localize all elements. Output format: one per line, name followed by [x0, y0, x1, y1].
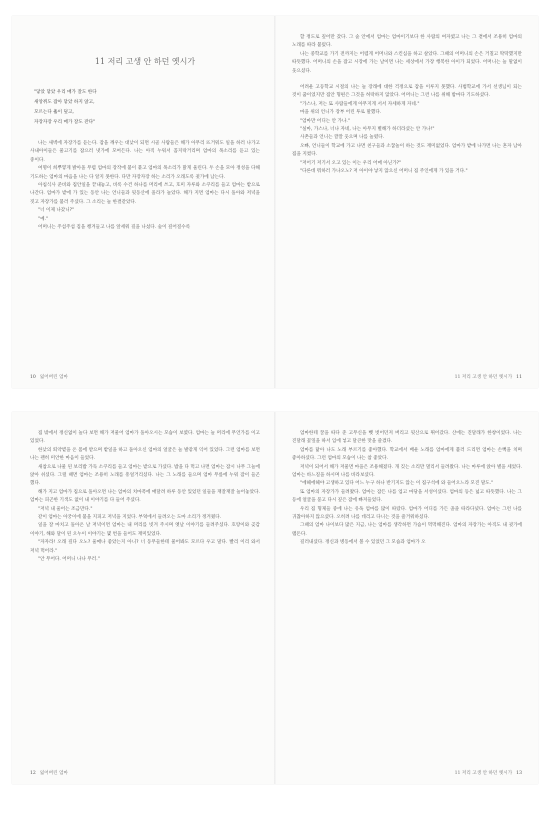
body-paragraph: 일을 잘 마치고 돌아온 날 저녁이면 엄마는 내 머리를 빗겨 주시며 옛날 이야기를 들려주셨다. 호랑이와 곶감 이야기, 해와 달이 된 오누이 이야기는 몇 번을 들어도 재미있었다. [30, 523, 260, 537]
dialogue-line: "자자라! 오래 깊다 오노? 울매나 좋았는지 아니? 너 동무들한테 물어봐도 모르다 우고 말다. 빨리 이리 와서 저녁 먹어라." [30, 540, 260, 554]
body-paragraph: 길러내셨다. 정신과 병동에서 볼 수 있었던 그 모습과 엄마가 오 [300, 540, 426, 546]
dialogue-line: "가스나, 저는 또 사람들에게 아무지게 서서 자세하게 자네." [300, 101, 420, 107]
page-body [30, 16, 260, 362]
body-paragraph: 해가 지고 엄마가 집으로 돌아오면 나는 엄마의 치마폭에 매달려 하루 동안 있었던 일들을 재잘재잘 늘어놓았다. 엄마는 피곤한 기색도 없이 내 이야기를 다 들어 주셨다. [30, 489, 260, 504]
page-number: 11 [516, 375, 522, 380]
poem-line: 모르는다 훌이 덮고, [34, 110, 74, 115]
page-body [292, 16, 522, 362]
body-paragraph: 또 엄마의 자장가가 들려왔다. 엄마는 잠든 나를 업고 마당을 서성이셨다. 엄마의 등은 넓고 따뜻했다. 나는 그 등에 얼굴을 묻고 다시 깊은 잠에 빠져들었다. [292, 489, 522, 504]
page-number: 10 [30, 375, 36, 380]
page-folio [30, 770, 68, 776]
body-paragraph: 어머니는 주섬주섬 짐을 챙겨들고 나를 앞세워 길을 나섰다. 숲이 깊어질수록 [38, 225, 191, 231]
running-title: 11 저리 고생 안 하던 옛시가 [454, 771, 513, 776]
dialogue-line: "예." [38, 216, 49, 222]
book-spine [274, 412, 276, 784]
page-10 [30, 16, 260, 388]
book-spread-top [12, 16, 538, 388]
book-spine [274, 16, 276, 388]
dialogue-line: "실마, 가스나, 너나 자네, 나는 아무지 별해가 하더라셨는 안 가나!" [300, 127, 435, 133]
chapter-title: 11 저리 고생 안 하던 옛시가 [94, 57, 196, 66]
page-text [292, 34, 522, 177]
body-paragraph: 마을 위의 언니가 장부 어린 투로 말했다. [300, 110, 382, 116]
body-paragraph: 나는 중학교를 가기 전까지는 어렵게 어머니와 스킨십을 하고 살았다. 그때의 어머니의 손은 거칠고 딱딱했지만 따뜻했다. 어머니의 손을 잡고 시장에 가는 날이면 나는 세상에서 가장 행복한 아이가 되었다. 어머니는 늘 말없이 웃으셨다. [292, 51, 522, 74]
page-12 [30, 412, 260, 784]
body-paragraph: 집 밖에서 정신없이 놀다 보면 해가 저물어 엄마가 돌아오시는 모습이 보였다. 엄마는 늘 머리에 무언가를 이고 있었다. [30, 431, 260, 445]
body-paragraph: 그때의 엄마 나이보다 많은 지금, 나는 엄마를 생각하면 가슴이 먹먹해진다. 엄마의 자장가는 아직도 내 귓가에 맴돈다. [292, 523, 522, 537]
page-11 [292, 16, 522, 388]
body-paragraph: 어려운 고등학교 시절의 나는 늘 장래에 대한 걱정으로 잠을 이루지 못했다. 사범학교에 가서 선생님이 되는 것이 꿈이었지만 집안 형편은 그것을 허락하지 않았다. 어머니는 그런 나를 위해 밤마다 기도하셨다. [292, 85, 522, 99]
lullaby-poem [34, 89, 260, 126]
page-text [30, 140, 260, 232]
page-folio [455, 770, 522, 776]
page-text [292, 430, 522, 548]
dialogue-line: "너 이제 나갔니?" [38, 208, 75, 214]
page-text [30, 430, 260, 565]
body-paragraph: 여명이 희뿌옇게 밝아올 무렵 엄마의 장작에 불이 붙고 엄마의 목소리가 맑게 울린다. 두 손을 모아 정성을 다해 기도하는 엄마의 마음을 나는 다 알지 못한다. 다만 자장자장 하는 소리가 오래도록 귓가에 남는다. [30, 166, 260, 180]
body-paragraph: 사촌들과 언니는 깔깔 웃으며 나를 놀렸다. [300, 135, 385, 141]
running-title: 11 저리 고생 안 하던 옛시가 [454, 375, 513, 380]
running-title: 잃어버린 엄마 [39, 771, 68, 776]
page-number: 13 [516, 771, 522, 776]
page-folio [455, 374, 522, 380]
page-folio [30, 374, 68, 380]
body-paragraph: 엄마한테 꿀을 따다 준 고무신을 뺏 벗어던져 버리고 뒷산으로 뛰어갔다. 산에는 진달래가 한창이었다. 나는 진달래 꽃잎을 따서 입에 넣고 달큰한 맛을 즐겼다. [292, 431, 522, 445]
body-paragraph: 오빠, 언니들이 학교에 가고 나면 친구들과 소꿉놀이 하는 것도 재미없었다. 엄마가 밭에 나가면 나는 혼자 남아 집을 지켰다. [292, 143, 522, 158]
page-body [30, 412, 260, 758]
dialogue-line: "에헤에헤야 고생하고 있다 어느 누구 하나 반기지도 않는 이 집구석에 와 들어오느라 모진 말도." [300, 481, 494, 487]
page-body [292, 412, 522, 758]
page-13 [292, 412, 522, 784]
body-paragraph: 할 정도로 깊어만 갔다. 그 숲 안에서 엄마는 엄마이기보다 한 사람의 여자였고 나는 그 곁에서 조용히 엄마의 노래를 따라 불렀다. [292, 35, 522, 49]
body-paragraph: 나는 새벽에 자장가를 듣는다. 잠을 깨우는 대낮이 되면 시골 사람들은 해가 아무리 뜨거워도 일을 하러 나가고 사내아이들은 물고기를 잡으러 냇가에 모여든다. 나는 아직 누워서 꼼지락거리며 엄마의 목소리를 듣고 있는 중이다. [30, 141, 260, 163]
page-number: 12 [30, 771, 36, 776]
dialogue-line: "저녁 내 울어는 조금만다." [38, 506, 93, 512]
body-paragraph: 우리 집 형제들 중에 나는 유독 엄마를 많이 따랐다. 엄마가 어디를 가든 졸졸 따라다녔다. 엄마는 그런 나를 귀찮아하지 않으셨다. 오히려 나를 데리고 다니는 것을 즐거워하셨다. [292, 506, 522, 521]
dialogue-line: "안 무어다. 어머니 나나 무러." [38, 557, 100, 563]
poem-line: "닿았 닿았 우리 매가 잘도 한다 [34, 90, 97, 95]
body-paragraph: 같이 엄마는 아궁이에 불을 지피고 저녁을 지었다. 부엌에서 들려오는 도마 소리가 정겨웠다. [38, 515, 222, 521]
poem-line: 새앙쥐도 잡아 닿았 하지 앉고, [34, 100, 95, 105]
dialogue-line: "엄마만 어디는 안 가나." [300, 118, 351, 124]
book-spread-bottom [12, 412, 538, 784]
body-paragraph: 엄마를 닮아 나도 노래 부르기를 좋아했다. 학교에서 배운 노래를 엄마에게 불러 드리면 엄마는 손뼉을 치며 좋아하셨다. 그런 엄마의 모습이 나는 참 좋았다. [292, 447, 522, 462]
body-paragraph: 아침식사 준비와 집안일을 끝내놓고, 비록 수건 하나를 머리에 쓰고, 호미 자루와 소쿠리를 들고 엄마는 밭으로 나간다. 엄마가 밭에 가 있는 동안 나는 언니들과 뒷동산에 올라가 놀았다. 해가 지면 엄마는 다시 돌아와 저녁을 짓고 자장가를 불러 주셨다. 그 소리는 늘 한결같았다. [30, 183, 260, 205]
poem-line: 자장자장 우리 매가 잘도 잔다" [34, 120, 96, 125]
body-paragraph: 저녁이 되어서 해가 저물면 마을은 조용해졌다. 개 짖는 소리만 멀리서 들려왔다. 나는 마루에 앉아 별을 세었다. 엄마는 바느질을 하시며 나를 바라보셨다. [292, 464, 522, 479]
dialogue-line: "저어기 저기서 오고 있는 이는 우리 어매 아닌가?" [300, 160, 402, 166]
dialogue-line: "다른데 뭐하러 가나오노? 저 아이야 낳지 않으신 어머니 집 주인에게 가 있을 거다." [300, 169, 468, 175]
body-paragraph: 새참으로 나물 된 보리밥 가득 소쿠리를 들고 엄마는 밭으로 가셨다. 밥을 다 먹고 나면 엄마는 잠시 나무 그늘에 앉아 쉬셨다. 그럴 때면 엄마는 조용히 노래를 흥얼거리셨다. 나는 그 노래를 들으며 엄마 무릎에 누워 잠이 들곤 했다. [30, 464, 260, 487]
body-paragraph: 한낮의 뙤약볕을 온 몸에 받으며 밭일을 하고 돌아오신 엄마의 얼굴은 늘 발갛게 익어 있었다. 그런 엄마를 보면 나는 괜히 미안한 마음이 들었다. [30, 447, 260, 462]
running-title: 잃어버린 엄마 [39, 375, 68, 380]
